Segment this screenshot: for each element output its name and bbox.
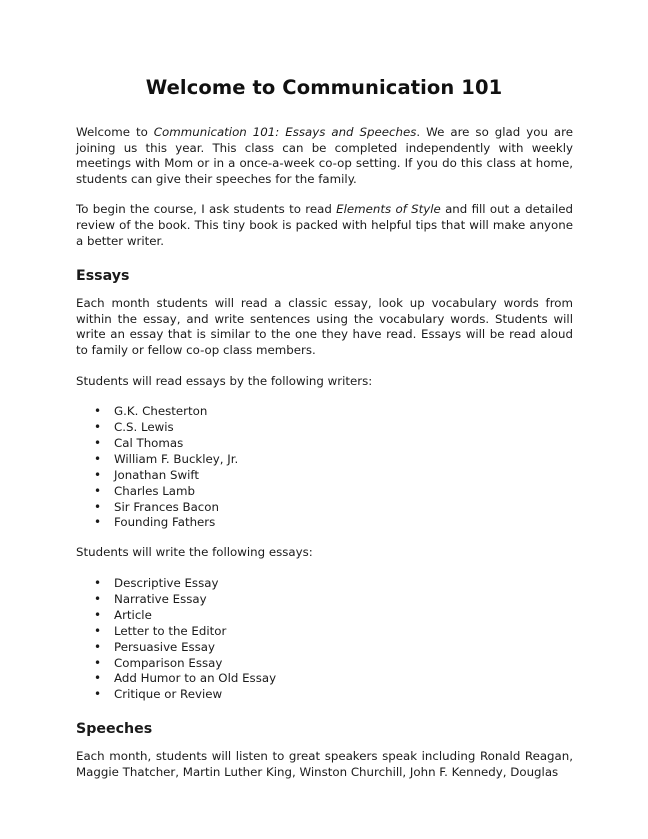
speeches-paragraph: Each month, students will listen to great speakers speak including Ronald Reagan, Maggie Thatcher, Martin Luther King, Winston Churchill, John F. Kennedy, Douglas (76, 749, 573, 779)
document-body (76, 125, 573, 795)
list-item: • Jonathan Swift (76, 468, 573, 484)
writers-list (76, 404, 573, 531)
list-item: • William F. Buckley, Jr. (76, 452, 573, 468)
list-item: • Persuasive Essay (76, 640, 573, 656)
essays-paragraph: Each month students will read a classic essay, look up vocabulary words from within the essay, and write sentences using the vocabulary words. Students will write an essay that is similar to the one they have read. Essays will be read aloud to family or fellow co-op class members. (76, 296, 573, 357)
list-item: • Critique or Review (76, 687, 573, 703)
book-title-italic: Elements of Style (336, 202, 441, 217)
list-item: • Charles Lamb (76, 484, 573, 500)
intro-text: . We are so glad you are joining us this year. This class can be completed independently with weekly meetings with Mom or in a once-a-week co-op setting. If you do this class at home, students can give their speeches for the family. (76, 125, 573, 186)
list-item: • Letter to the Editor (76, 624, 573, 640)
intro-text: Welcome to (76, 125, 154, 139)
intro-paragraph-1 (76, 125, 573, 187)
list-item: • Article (76, 608, 573, 624)
essay-types-list (76, 576, 573, 703)
list-item: • Comparison Essay (76, 656, 573, 672)
list-item: • Sir Frances Bacon (76, 500, 573, 516)
list-item: • Descriptive Essay (76, 576, 573, 592)
page-title: Welcome to Communication 101 (145, 76, 503, 99)
list-item: • G.K. Chesterton (76, 404, 573, 420)
list-item: • Cal Thomas (76, 436, 573, 452)
speeches-heading: Speeches (76, 721, 153, 738)
intro-text: To begin the course, I ask students to read (76, 202, 337, 217)
intro-text: and fill out a detailed review of the book. This tiny book is packed with helpful tips that will make anyone a better writer. (76, 202, 573, 248)
list-item: • Add Humor to an Old Essay (76, 671, 573, 687)
essays-heading: Essays (76, 268, 130, 285)
essay-types-intro: Students will write the following essays: (76, 545, 313, 560)
list-item: • C.S. Lewis (76, 420, 573, 436)
course-title-italic: Communication 101: Essays and Speeches (153, 125, 417, 139)
intro-paragraph-2 (76, 202, 573, 249)
list-item: • Founding Fathers (76, 515, 573, 531)
writers-intro: Students will read essays by the following writers: (76, 373, 373, 388)
list-item: • Narrative Essay (76, 592, 573, 608)
